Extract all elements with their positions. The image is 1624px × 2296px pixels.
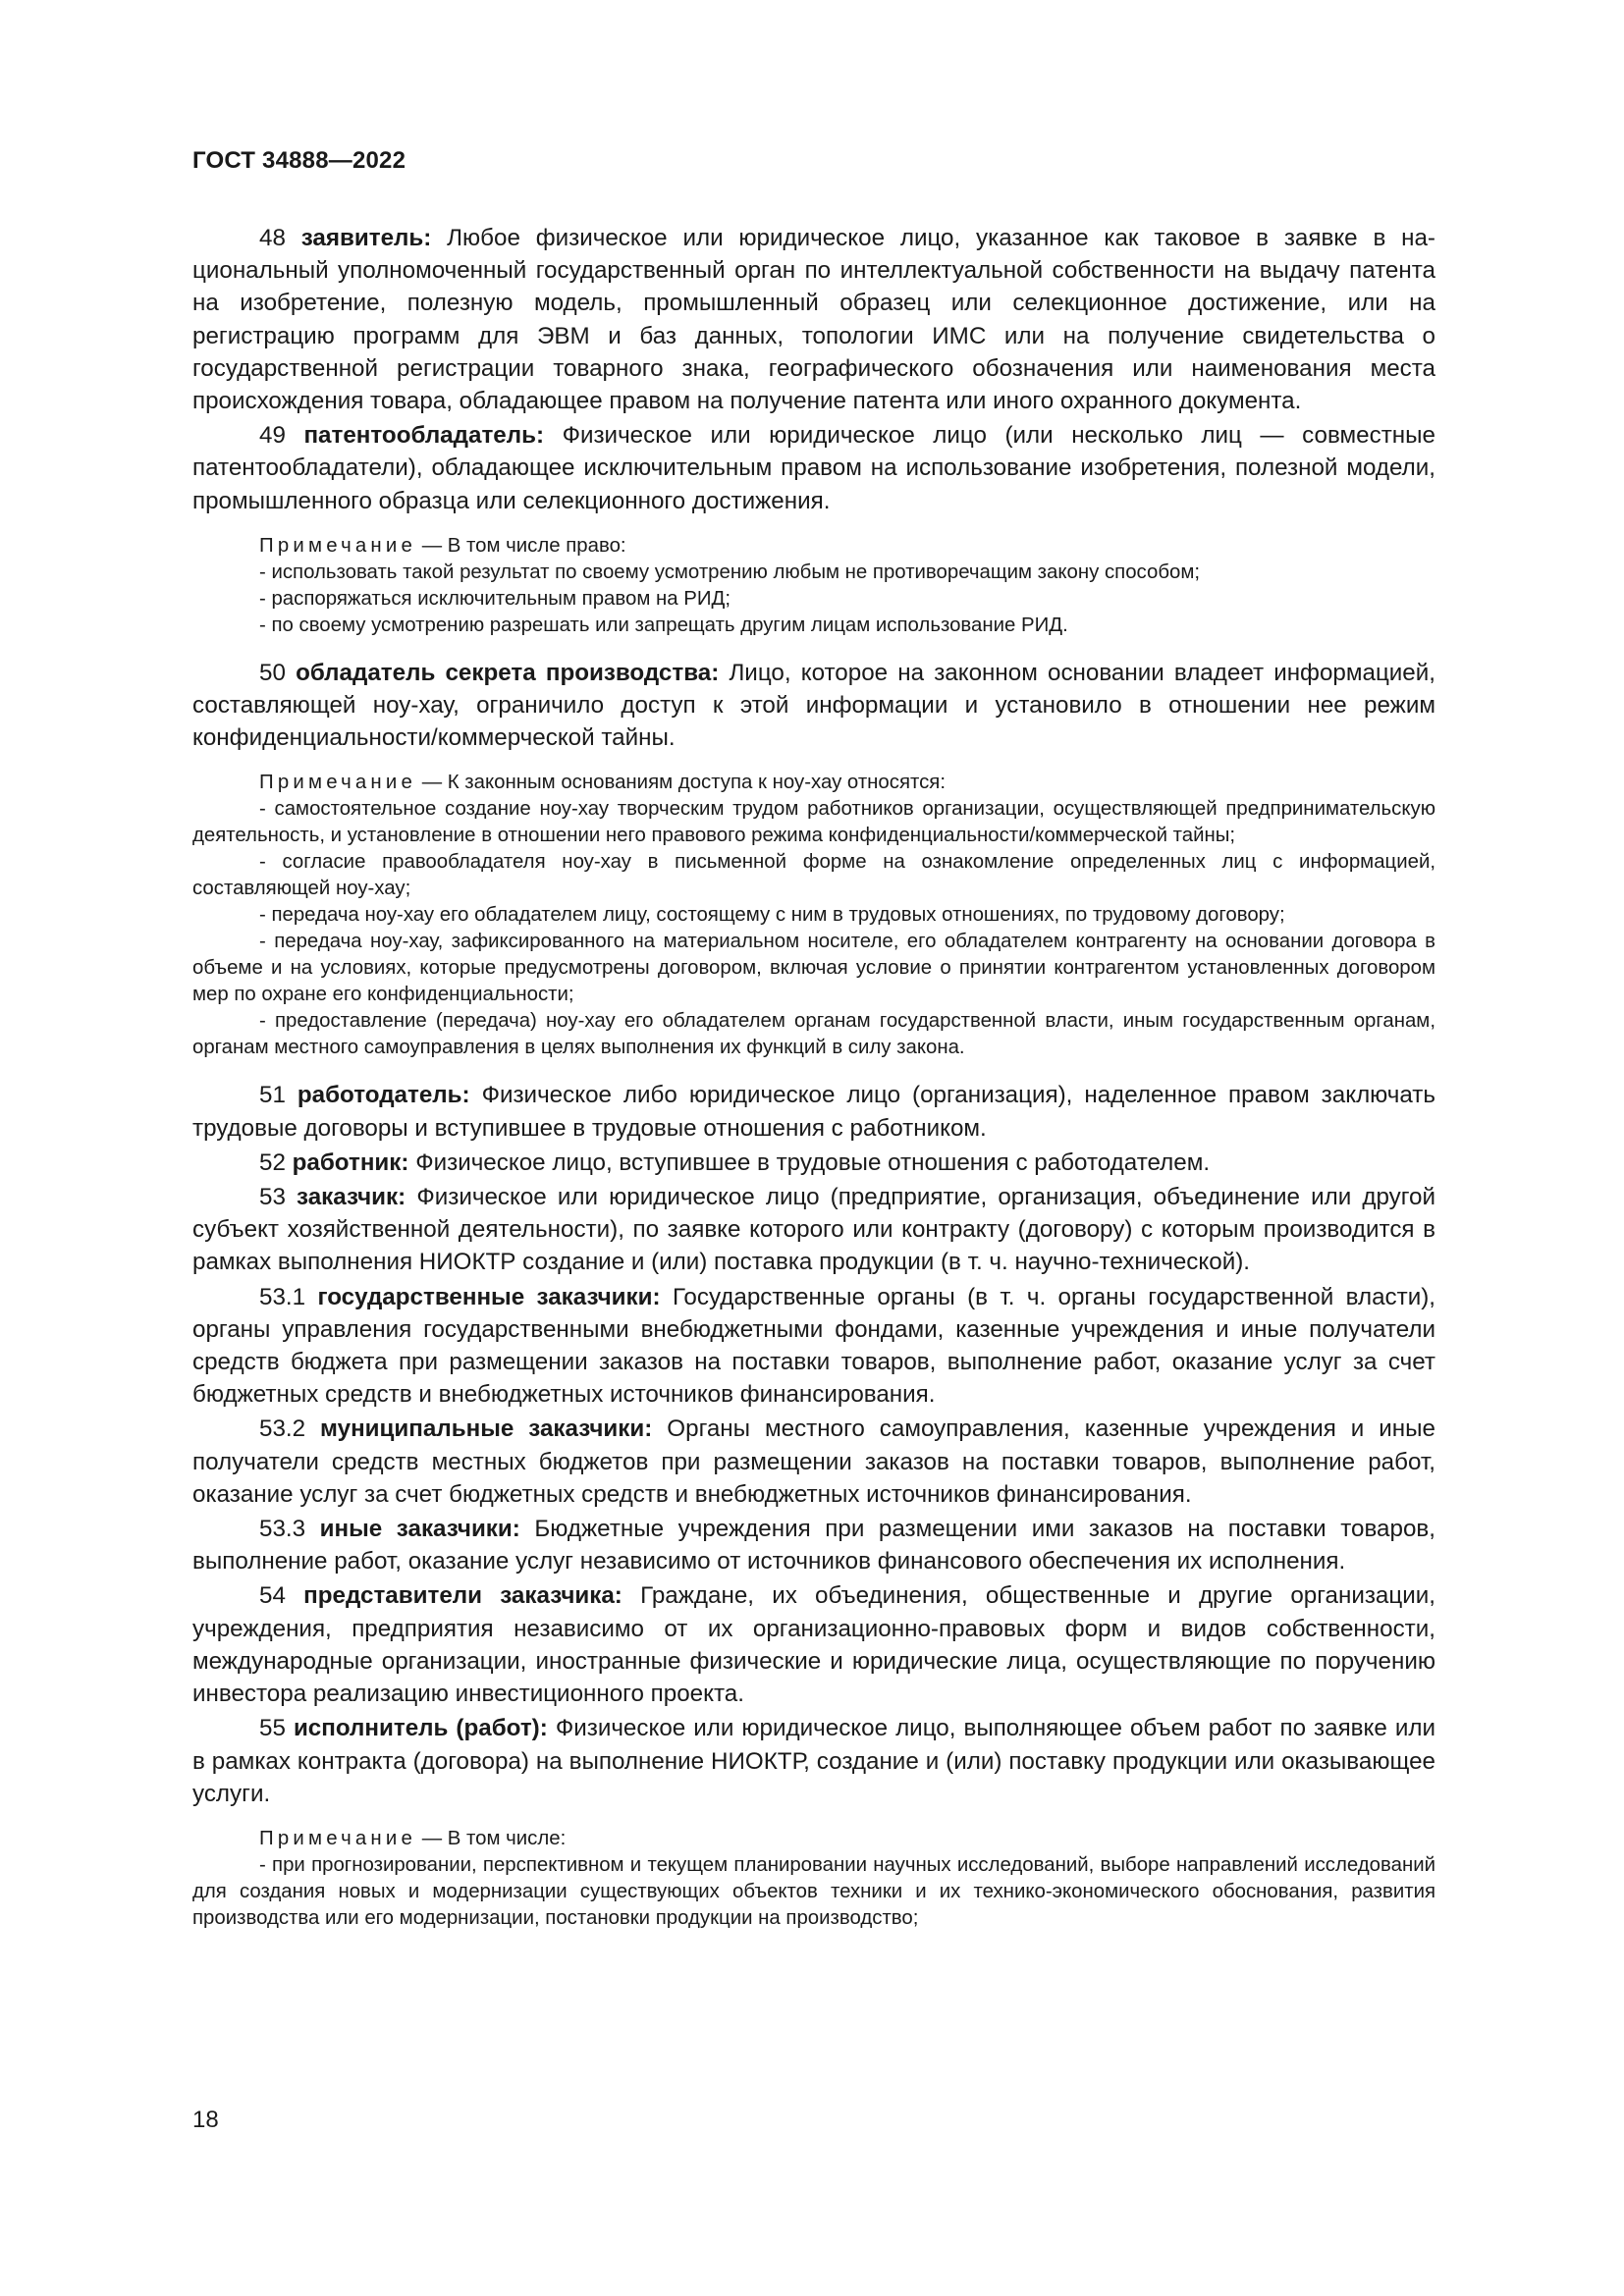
page-number: 18 <box>192 2107 219 2133</box>
term-paragraph <box>192 1281 1435 1412</box>
document-header: ГОСТ 34888—2022 <box>192 147 406 174</box>
note-item: - по своему усмотрению разрешать или запрещать другим лицам использование РИД. <box>259 614 1068 636</box>
note-item: - самостоятельное создание ноу-хау творческим трудом работников организации, осуществляющей предпринимательскую деятельность, и установление в отношении него правового режима конфиденциальности/коммерческой тайны; <box>192 798 1435 847</box>
note-item: - предоставление (передача) ноу-хау его обладателем органам государственной власти, иным государственным органам, органам местного самоуправления в целях выполнения их функций в силу закона. <box>192 1010 1435 1059</box>
term-definition: Граждане, их объединения, общественные и другие организации, учреждения, предприятия независимо от их организационно-правовых форм и видов собственности, международные организации, иностранные физические и юридические лица, осуществляющие по поручению инвестора реализацию инвестиционного проекта. <box>192 1582 1435 1708</box>
term-paragraph <box>192 1181 1435 1279</box>
note-label: Примечание <box>259 534 417 557</box>
term-name: исполнитель (работ): <box>293 1715 548 1742</box>
term-definition: Физическое или юридическое лицо (или несколько лиц — совместные патентообладатели), обладающее исключительным правом на использование изобретения, полезной модели, промышленного образца или селекционного достижения. <box>192 422 1435 514</box>
term-number: 49 <box>259 422 286 450</box>
term-number: 52 <box>259 1148 286 1176</box>
term-paragraph <box>192 1147 1435 1179</box>
term-paragraph <box>192 1413 1435 1511</box>
term-definition: Любое физическое или юридическое лицо, указанное как таковое в заявке в национальный уполномоченный государственный орган по интеллектуальной собственности на выдачу патента на изобретение, полезную модель, промышленный образец или селекционное достижение, или на регистрацию программ для ЭВМ и баз данных, топологии ИМС или на получение свидетельства о государственной регистрации товарного знака, географического обозначения или наименования места происхождения товара, обладающее правом на получение патента или иного охранного документа. <box>192 225 1435 415</box>
term-paragraph <box>192 1513 1435 1577</box>
document-body <box>192 222 1435 1949</box>
term-number: 50 <box>259 659 286 686</box>
term-name: представители заказчика: <box>303 1582 623 1610</box>
term-definition: Физическое или юридическое лицо (предприятие, организация, объединение или другой субъект хозяйственной деятельности), по заявке которого или контракту (договору) с которым производится в рамках выполнения НИОКТР создание и (или) поставка продукции (в т. ч. научно-технической). <box>192 1184 1435 1276</box>
note-block <box>192 533 1435 639</box>
term-name: работник: <box>292 1148 409 1176</box>
term-definition: Физическое лицо, вступившее в трудовые отношения с работодателем. <box>415 1148 1211 1176</box>
term-name: муниципальные заказчики: <box>320 1415 653 1443</box>
note-item: - при прогнозировании, перспективном и текущем планировании научных исследований, выборе направлений исследований для создания новых и модернизации существующих объектов техники и их технико-экономического обоснования, развития производства или его модернизации, постановки продукции на производство; <box>192 1853 1435 1929</box>
term-paragraph <box>192 1079 1435 1144</box>
term-definition: Лицо, которое на законном основании владеет информацией, составляющей ноу-хау, ограничило доступ к этой информации и установило в отношении нее режим конфиденциальности/коммерческой тайны. <box>192 659 1435 752</box>
term-definition: Физическое либо юридическое лицо (организация), наделенное правом заключать трудовые договоры и вступившее в трудовые отношения с работником. <box>192 1082 1435 1142</box>
term-paragraph <box>192 1579 1435 1710</box>
term-number: 53.3 <box>259 1516 306 1543</box>
term-number: 53.1 <box>259 1283 306 1310</box>
note-heading <box>192 533 1435 560</box>
term-name: патентообладатель: <box>303 422 545 450</box>
note-heading <box>192 770 1435 796</box>
term-name: обладатель секрета производства: <box>296 659 720 686</box>
term-paragraph <box>192 657 1435 755</box>
term-paragraph <box>192 1712 1435 1810</box>
term-number: 55 <box>259 1715 286 1742</box>
note-item: - распоряжаться исключительным правом на РИД; <box>259 587 731 610</box>
note-label: Примечание <box>259 1827 417 1849</box>
term-definition: Органы местного самоуправления, казенные учреждения и иные получатели средств местных бюджетов при размещении заказов на поставки товаров, выполнение работ, оказание услуг за счет бюджетных средств и внебюджетных источников финансирования. <box>192 1415 1435 1508</box>
term-name: заявитель: <box>300 225 432 251</box>
term-definition: Физическое или юридическое лицо, выполняющее объем работ по заявке или в рамках контракта (договора) на выполнение НИОКТР, создание и (или) поставку продукции или оказывающее услуги. <box>192 1715 1435 1807</box>
term-number: 51 <box>259 1082 286 1109</box>
note-item: - согласие правообладателя ноу-хау в письменной форме на ознакомление определенных лиц с информацией, составляющей ноу-хау; <box>192 851 1435 900</box>
note-intro: — В том числе: <box>421 1827 567 1849</box>
term-name: работодатель: <box>297 1082 470 1109</box>
term-paragraph <box>192 222 1435 417</box>
note-intro: — В том числе право: <box>421 534 626 557</box>
note-label: Примечание <box>259 772 417 794</box>
term-definition: Бюджетные учреждения при размещении ими заказов на поставки товаров, выполнение работ, оказание услуг независимо от источников финансового обеспечения их исполнения. <box>192 1516 1435 1575</box>
term-paragraph <box>192 419 1435 517</box>
note-intro: — К законным основаниям доступа к ноу-хау относятся: <box>421 772 947 794</box>
note-block <box>192 1826 1435 1932</box>
note-block <box>192 770 1435 1061</box>
term-number: 53.2 <box>259 1415 306 1443</box>
term-number: 53 <box>259 1184 286 1211</box>
term-number: 48 <box>259 225 286 251</box>
note-item: - передача ноу-хау его обладателем лицу, состоящему с ним в трудовых отношениях, по трудовому договору; <box>259 904 1285 927</box>
term-definition: Государственные органы (в т. ч. органы государственной власти), органы управления государственными внебюджетными фондами, казенные учреждения и иные получатели средств бюджета при размещении заказов на поставки товаров, выполнение работ, оказание услуг за счет бюджетных средств и внебюджетных источников финансирования. <box>192 1283 1435 1409</box>
note-item: - передача ноу-хау, зафиксированного на материальном носителе, его обладателем контрагенту на основании договора в объеме и на условиях, которые предусмотрены договором, включая условие о принятии контрагентом установленных договором мер по охране его конфиденциальности; <box>192 931 1435 1006</box>
term-number: 54 <box>259 1582 286 1610</box>
term-name: иные заказчики: <box>319 1516 520 1543</box>
note-item: - использовать такой результат по своему усмотрению любым не противоречащим закону способом; <box>259 561 1201 583</box>
term-name: заказчик: <box>297 1184 406 1211</box>
term-name: государственные заказчики: <box>317 1283 661 1310</box>
note-heading <box>192 1826 1435 1852</box>
